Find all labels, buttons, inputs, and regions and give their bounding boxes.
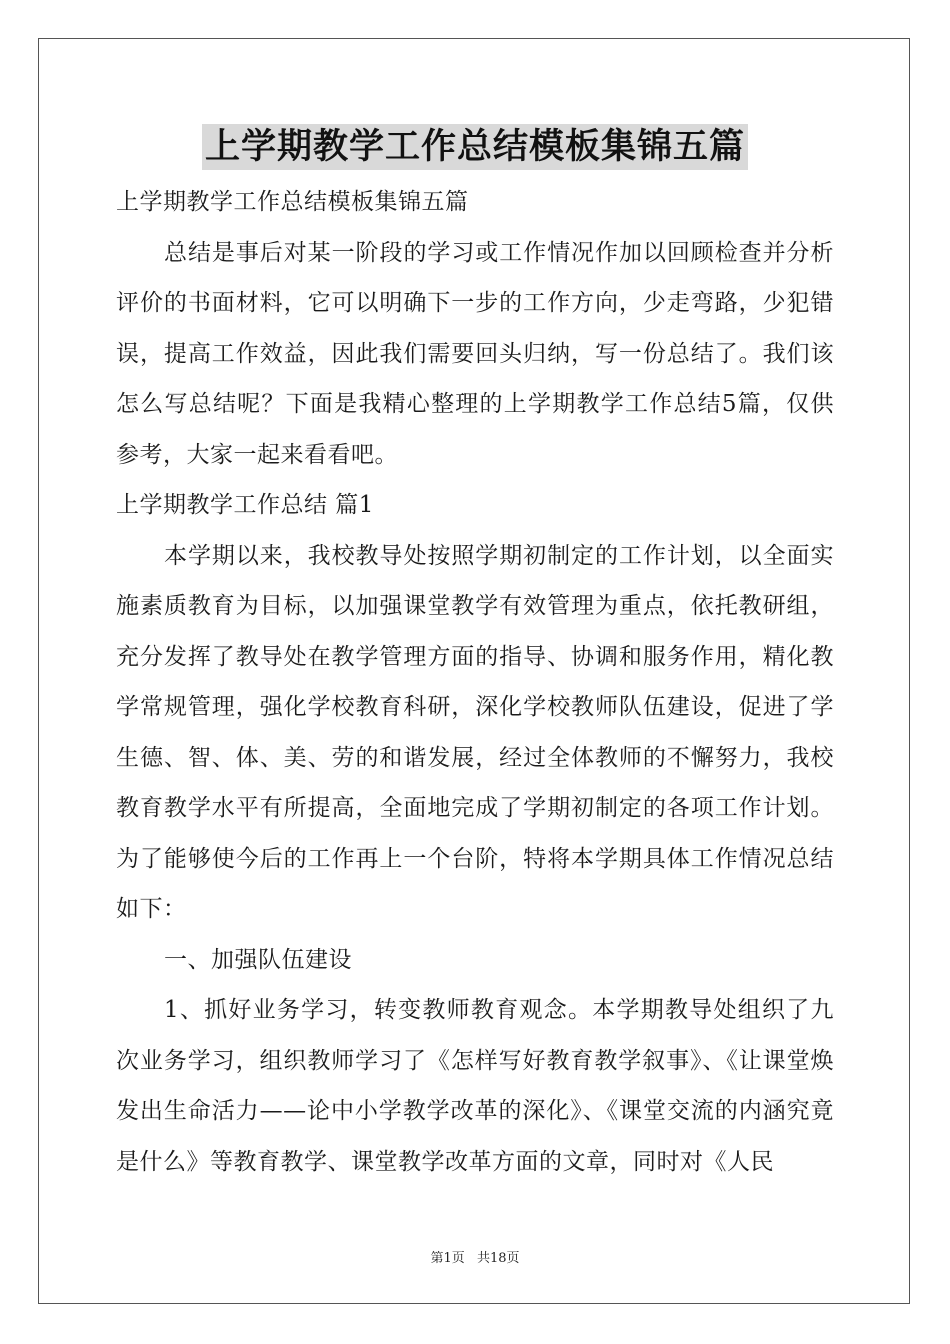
- body-paragraph: 1、抓好业务学习，转变教师教育观念。本学期教导处组织了九次业务学习，组织教师学习了《怎样写好教育教学叙事》、《让课堂焕发出生命活力——论中小学教学改革的深化》、《课堂交流的内涵究竟是什么》等教育教学、课堂教学改革方面的文章，同时对《人民: [116, 997, 834, 1175]
- subsection-heading: 一、加强队伍建设: [164, 946, 352, 973]
- section-heading: 上学期教学工作总结 篇1: [116, 492, 374, 518]
- intro-paragraph: 总结是事后对某一阶段的学习或工作情况作加以回顾检查并分析评价的书面材料，它可以明确下一步的工作方向，少走弯路，少犯错误，提高工作效益，因此我们需要回头归纳，写一份总结了。我们该怎么写总结呢？下面是我精心整理的上学期教学工作总结5篇，仅供参考，大家一起来看看吧。: [116, 239, 834, 468]
- page-number: 第1页: [430, 1251, 465, 1266]
- page-total: 共18页: [476, 1251, 520, 1266]
- page-footer: [0, 1247, 950, 1266]
- document-body: [116, 177, 834, 1187]
- title-container: [0, 124, 950, 170]
- document-title: 上学期教学工作总结模板集锦五篇: [202, 124, 748, 170]
- body-paragraph: 本学期以来，我校教导处按照学期初制定的工作计划，以全面实施素质教育为目标，以加强课堂教学有效管理为重点，依托教研组，充分发挥了教导处在教学管理方面的指导、协调和服务作用，精化教学常规管理，强化学校教育科研，深化学校教师队伍建设，促进了学生德、智、体、美、劳的和谐发展，经过全体教师的不懈努力，我校教育教学水平有所提高，全面地完成了学期初制定的各项工作计划。为了能够使今后的工作再上一个台阶，特将本学期具体工作情况总结如下：: [116, 542, 834, 922]
- subtitle-paragraph: 上学期教学工作总结模板集锦五篇: [116, 189, 469, 215]
